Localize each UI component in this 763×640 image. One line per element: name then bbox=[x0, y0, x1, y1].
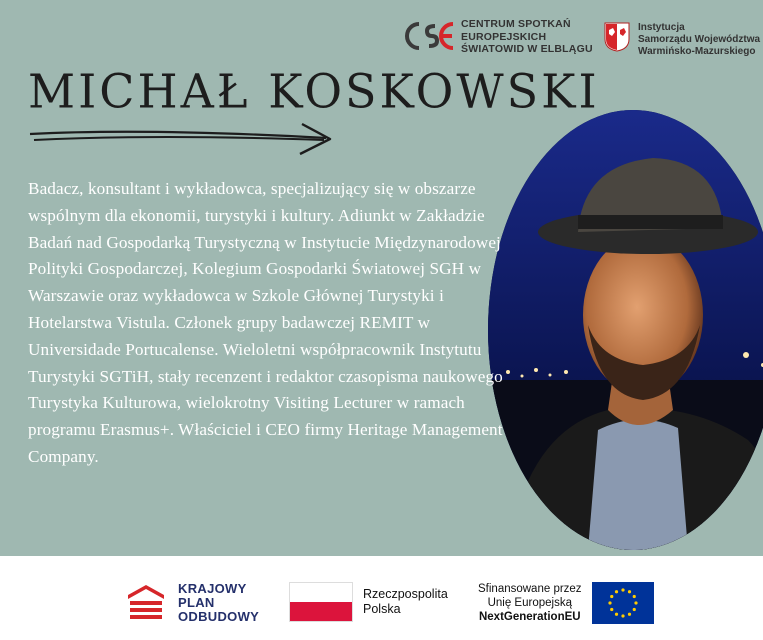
csw-logo-text bbox=[461, 18, 593, 56]
portrait-photo bbox=[488, 110, 763, 550]
eu-star bbox=[610, 595, 613, 598]
eu-star bbox=[621, 614, 624, 617]
kpo-logo-mark-icon bbox=[126, 583, 166, 623]
eu-line-1: Sfinansowane przez bbox=[478, 583, 582, 595]
eu-star bbox=[610, 608, 613, 611]
eu-star bbox=[614, 613, 617, 616]
eu-star bbox=[627, 590, 630, 593]
rp-line-2: Polska bbox=[363, 602, 401, 616]
csw-line-2: EUROPEJSKICH bbox=[461, 30, 547, 43]
wm-line-2: Samorządu Województwa bbox=[638, 34, 761, 45]
eu-line-3: NextGenerationEU bbox=[478, 611, 581, 623]
wm-logo bbox=[604, 22, 760, 58]
poland-flag-icon bbox=[289, 582, 353, 622]
csw-line-3: ŚWIATOWID W ELBLĄGU bbox=[461, 43, 593, 55]
csw-logo-mark-icon bbox=[405, 18, 455, 54]
bio-text: Badacz, konsultant i wykładowca, specjalizujący się w obszarze wspólnym dla ekonomii, turystyki i kultury. Adiunkt w Zakładzie Badań nad Gospodarką Turystyczną w Instytucie Międzynarodowej Polityki Gospodarczej, Kolegium Gospodarki Światowej SGH w Warszawie oraz wykładowca w Szkole Głównej Turystyki i Hotelarstwa Vistula. Członek grupy badawczej REMIT w Universidade Portucalense. Wieloletni współpracownik Instytutu Turystyki SGTiH, stały recenzent i redaktor czasopisma naukowego Turystyka Kulturowa, wielokrotny Visiting Lecturer w ramach programu Erasmus+. Właściciel i CEO firmy Heritage Management Company. bbox=[28, 179, 503, 466]
kpo-line-2: PLAN bbox=[178, 595, 215, 610]
csw-logo bbox=[405, 18, 593, 56]
eu-star bbox=[608, 601, 611, 604]
eu-star bbox=[621, 588, 624, 591]
kpo-line-3: ODBUDOWY bbox=[178, 609, 260, 624]
kpo-line-1: KRAJOWY bbox=[178, 581, 247, 596]
page-title: MICHAŁ KOSKOWSKI bbox=[28, 63, 600, 119]
footer-funding-bar bbox=[0, 556, 763, 640]
kpo-logo bbox=[126, 582, 259, 624]
eu-star bbox=[634, 601, 637, 604]
wm-line-3: Warmińsko-Mazurskiego bbox=[638, 46, 756, 57]
wm-logo-text bbox=[638, 22, 760, 58]
eu-star bbox=[632, 608, 635, 611]
kpo-text bbox=[178, 582, 259, 624]
eu-star bbox=[627, 613, 630, 616]
eu-line-2: Unię Europejską bbox=[487, 597, 572, 609]
rp-line-1: Rzeczpospolita bbox=[363, 587, 448, 601]
wm-line-1: Instytucja bbox=[638, 22, 685, 33]
eu-text bbox=[478, 582, 582, 624]
warmia-mazury-shield-icon bbox=[604, 22, 630, 52]
hand-drawn-arrow-icon bbox=[26, 118, 336, 158]
eu-star bbox=[614, 590, 617, 593]
eu-flag-icon bbox=[592, 582, 654, 624]
eu-star bbox=[632, 595, 635, 598]
rp-logo bbox=[289, 582, 448, 622]
eu-funding-logo bbox=[478, 582, 654, 624]
portrait-illustration bbox=[488, 110, 763, 550]
csw-line-1: CENTRUM SPOTKAŃ bbox=[461, 18, 571, 30]
rp-text bbox=[363, 587, 448, 617]
